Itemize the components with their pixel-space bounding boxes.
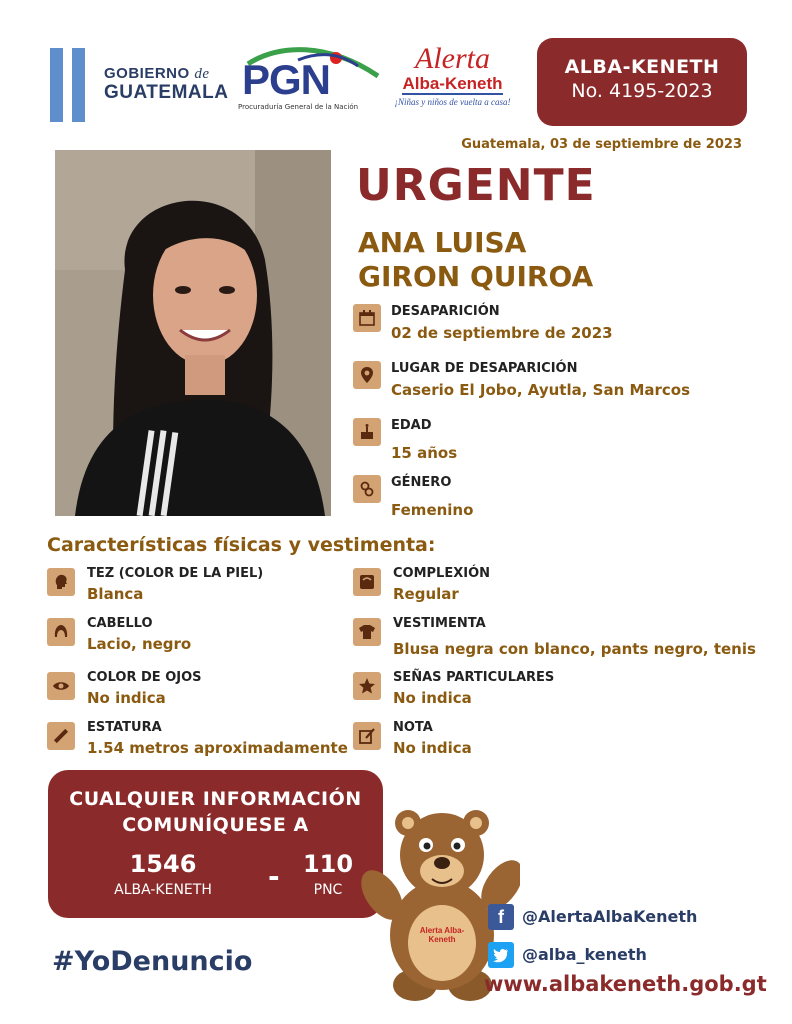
char-value: Blanca xyxy=(87,585,144,603)
case-number: No. 4195-2023 xyxy=(571,80,713,102)
phone-alba-keneth: 1546 xyxy=(129,850,197,878)
detail-label: LUGAR DE DESAPARICIÓN xyxy=(391,361,578,376)
case-title: ALBA-KENETH xyxy=(564,56,720,78)
person-name xyxy=(358,226,593,293)
char-value: Regular xyxy=(393,585,459,603)
char-value: Lacio, negro xyxy=(87,635,192,653)
urgent-label: URGENTE xyxy=(356,160,596,211)
char-label: TEZ (COLOR DE LA PIEL) xyxy=(87,566,264,581)
shirt-icon xyxy=(353,618,381,646)
head-icon xyxy=(47,568,75,596)
phone-separator: - xyxy=(268,860,280,893)
pgn-subtitle: Procuraduría General de la Nación xyxy=(238,103,359,111)
detail-value: 02 de septiembre de 2023 xyxy=(391,324,613,342)
facebook-handle: @AlertaAlbaKeneth xyxy=(522,907,698,926)
website-link[interactable]: www.albakeneth.gob.gt xyxy=(484,972,767,996)
char-clothing xyxy=(353,616,756,660)
pgn-logo xyxy=(238,46,388,116)
twitter-handle: @alba_keneth xyxy=(522,945,647,964)
char-complexion xyxy=(353,566,673,610)
contact-line1: CUALQUIER INFORMACIÓN xyxy=(69,788,362,810)
detail-label: DESAPARICIÓN xyxy=(391,304,500,319)
char-marks xyxy=(353,670,673,714)
ruler-icon xyxy=(47,722,75,750)
contact-box xyxy=(48,770,383,918)
hair-icon xyxy=(47,618,75,646)
gov-bars-icon xyxy=(50,48,92,122)
char-value: No indica xyxy=(87,689,166,707)
star-icon xyxy=(353,672,381,700)
char-label: COMPLEXIÓN xyxy=(393,566,491,581)
detail-location xyxy=(353,361,753,411)
gov-line2: GUATEMALA xyxy=(104,81,229,103)
alerta-word: Alerta xyxy=(415,42,490,75)
char-value: No indica xyxy=(393,689,472,707)
char-label: ESTATURA xyxy=(87,720,162,735)
char-label: CABELLO xyxy=(87,616,153,631)
char-value: 1.54 metros aproximadamente xyxy=(87,739,348,757)
char-height xyxy=(47,720,367,764)
detail-value: 15 años xyxy=(391,444,458,462)
phone-pnc: 110 xyxy=(302,850,354,878)
issue-date: Guatemala, 03 de septiembre de 2023 xyxy=(461,137,742,152)
char-label: SEÑAS PARTICULARES xyxy=(393,670,555,685)
char-note xyxy=(353,720,673,764)
person-name-line1: ANA LUISA xyxy=(358,226,527,259)
detail-label: EDAD xyxy=(391,418,432,433)
facebook-icon: f xyxy=(488,904,514,930)
gobierno-guatemala-logo xyxy=(50,46,230,126)
detail-value: Femenino xyxy=(391,501,474,519)
case-badge xyxy=(537,38,747,126)
gov-line1: GOBIERNO xyxy=(104,65,190,82)
char-label: VESTIMENTA xyxy=(393,616,486,631)
detail-age xyxy=(353,418,753,468)
phone-pnc-label: PNC xyxy=(313,882,343,898)
missing-person-photo xyxy=(55,150,331,516)
bear-belly-text: Alerta Alba-Keneth xyxy=(419,926,465,944)
char-skin xyxy=(47,566,367,610)
alerta-alba-keneth-logo xyxy=(385,44,520,114)
twitter-icon xyxy=(488,942,514,968)
alba-keneth-word: Alba-Keneth xyxy=(402,74,503,93)
char-label: NOTA xyxy=(393,720,433,735)
gov-de: de xyxy=(194,66,210,82)
person-name-line2: GIRON QUIROA xyxy=(358,259,594,293)
cake-icon xyxy=(353,418,381,446)
char-value: Blusa negra con blanco, pants negro, tenis xyxy=(393,640,756,658)
char-value: No indica xyxy=(393,739,472,757)
hashtag: #YoDenuncio xyxy=(52,946,253,977)
gender-icon xyxy=(353,475,381,503)
calendar-icon xyxy=(353,304,381,332)
location-pin-icon xyxy=(353,361,381,389)
detail-disappearance-date xyxy=(353,304,753,354)
eye-icon xyxy=(47,672,75,700)
pgn-name: PGN xyxy=(242,56,331,103)
note-icon xyxy=(353,722,381,750)
detail-gender xyxy=(353,475,753,525)
char-hair xyxy=(47,616,367,660)
char-eyes xyxy=(47,670,367,714)
char-label: COLOR DE OJOS xyxy=(87,670,202,685)
characteristics-title: Características físicas y vestimenta: xyxy=(47,534,436,556)
scale-icon xyxy=(353,568,381,596)
alerta-slogan: ¡Niñas y niños de vuelta a casa! xyxy=(394,97,511,107)
phone-alba-keneth-label: ALBA-KENETH xyxy=(114,882,212,898)
contact-line2: COMUNÍQUESE A xyxy=(122,814,309,836)
detail-value: Caserio El Jobo, Ayutla, San Marcos xyxy=(391,381,691,399)
detail-label: GÉNERO xyxy=(391,475,452,490)
